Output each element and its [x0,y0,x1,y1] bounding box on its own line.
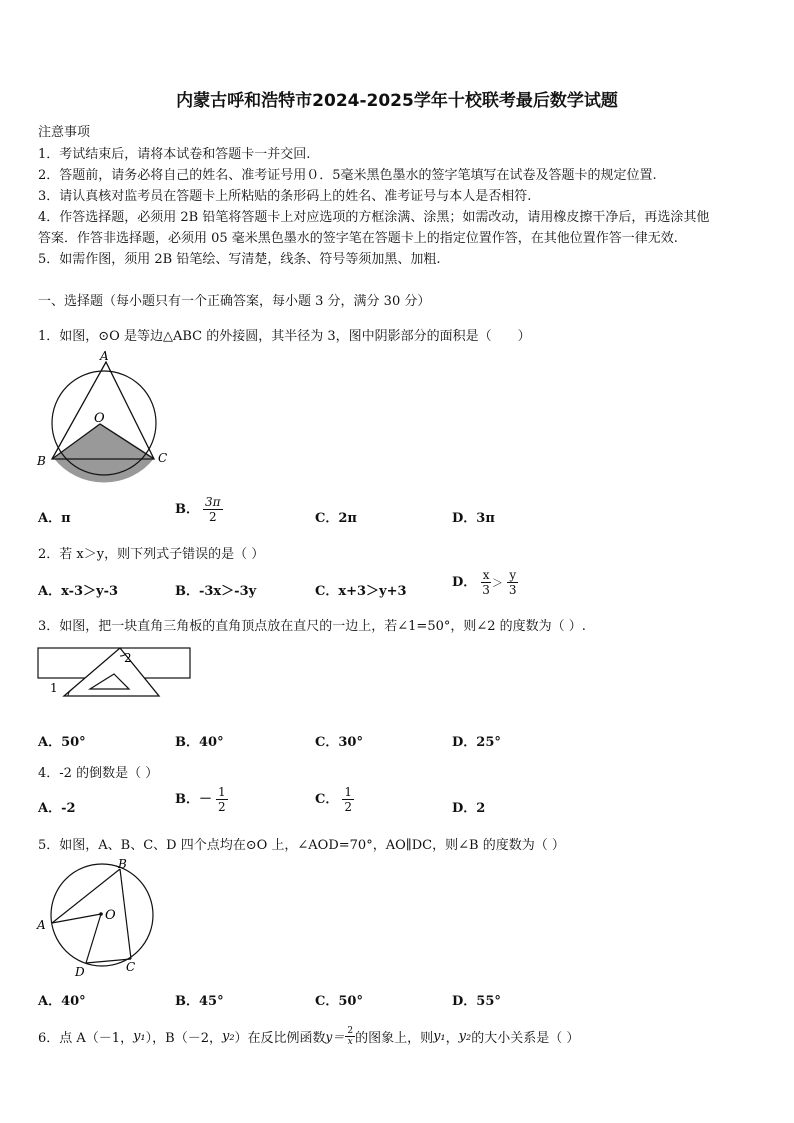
q4-option-c-fraction [342,785,354,814]
fraction-numerator: 2 [347,1026,354,1036]
label-c: C [126,960,136,974]
fraction-denominator: 2 [218,800,226,814]
shaded-region [54,423,155,483]
label-a: A [37,918,46,932]
question-4-stem: 4．-2 的倒数是（ ） [38,766,159,781]
question-3-figure [34,644,196,706]
q6-text: ）在反比例函数 [234,1031,326,1046]
question-3-stem: 3．如图，把一块直角三角板的直角顶点放在直尺的一边上，若∠1=50°，则∠2 的度数为（ ）. [38,619,586,634]
label-a: A [100,349,109,363]
q4-option-b[interactable] [175,785,228,814]
q6-text: ， [445,1031,459,1046]
q4-option-b-fraction [216,785,228,814]
angle-2-label: 2 [124,651,132,665]
notice-item: 4．作答选择题，必须用 2B 铅笔将答题卡上对应选项的方框涂满、涂黑；如需改动，请用橡皮擦干净后，再选涂其他 [38,210,710,225]
q4-option-c[interactable] [315,785,354,814]
q3-option-b[interactable]: B．40° [175,735,224,750]
q3-option-c[interactable]: C．30° [315,735,363,750]
q2-option-b[interactable]: B．-3x＞-3y [175,584,257,599]
q2-option-c[interactable]: C．x+3＞y+3 [315,584,407,599]
label-c: C [158,451,168,465]
q2-option-d-label: D． [452,575,477,590]
fraction-numerator: y [509,568,517,582]
q6-text: 6．点 A（－1， [38,1031,134,1046]
question-1-figure [34,348,174,494]
fraction-denominator: 3 [482,583,490,597]
q6-func-y: y＝ [325,1030,345,1044]
q1-option-d[interactable]: D．3π [452,511,495,526]
q4-option-c-label: C． [315,792,339,807]
q6-text: ），B（－2， [145,1031,222,1046]
question-5-figure [34,856,160,980]
q1-option-b[interactable] [175,495,223,524]
q2-option-d-fraction-x [480,568,492,597]
q3-option-d[interactable]: D．25° [452,735,501,750]
notice-item: 1．考试结束后，请将本试卷和答题卡一并交回. [38,147,311,162]
greater-than-sign: ＞ [491,576,503,590]
fraction-denominator: x [347,1037,353,1047]
q5-option-a[interactable]: A．40° [38,994,86,1009]
fraction-numerator: 1 [218,785,226,799]
angle-1-label: 1 [50,681,58,695]
q2-option-a[interactable]: A．x-3＞y-3 [38,584,119,599]
q5-option-b[interactable]: B．45° [175,994,224,1009]
q6-text: 的图象上，则 [355,1031,434,1046]
segment-bc [120,869,131,959]
q1-option-b-label: B． [175,502,199,517]
center-point [99,912,103,916]
label-o: O [105,908,116,923]
question-6-stem [38,1026,579,1047]
fraction-denominator: 2 [208,510,217,524]
q3-option-a[interactable]: A．50° [38,735,86,750]
label-b: B [37,454,46,468]
notice-item: 答案．作答非选择题，必须用 05 毫米黑色墨水的签字笔在答题卡上的指定位置作答，在其他位置作答一律无效. [38,231,678,246]
q1-option-b-fraction [203,495,223,524]
q6-func-fraction [345,1026,355,1047]
fraction-denominator: 2 [344,800,352,814]
fraction-numerator: 3π [205,495,221,509]
notice-item: 5．如需作图，须用 2B 铅笔绘、写清楚，线条、符号等须加黑、加粗. [38,252,441,267]
label-d: D [75,965,85,979]
question-1-stem: 1．如图，⊙O 是等边△ABC 的外接圆，其半径为 3，图中阴影部分的面积是（ ） [38,329,531,344]
page-title: 内蒙古呼和浩特市2024-2025学年十校联考最后数学试题 [176,91,618,111]
q4-option-d[interactable]: D．2 [452,801,486,816]
notice-item: 3．请认真核对监考员在答题卡上所粘贴的条形码上的姓名、准考证号与本人是否相符. [38,189,532,204]
label-b: B [118,857,127,871]
fraction-numerator: 1 [344,785,352,799]
q6-var-y2: y₂ [221,1029,235,1044]
notice-item: 2．答题前，请务必将自己的姓名、准考证号用０．5毫米黑色墨水的签字笔填写在试卷及答题卡的规定位置. [38,168,657,183]
question-2-stem: 2．若 x＞y，则下列式子错误的是（ ） [38,547,265,562]
segment-ao [52,914,101,923]
label-o: O [94,411,105,426]
q1-option-c[interactable]: C．2π [315,511,357,526]
q4-option-a[interactable]: A．-2 [38,801,76,816]
q2-option-d[interactable] [452,568,519,597]
q1-option-a[interactable]: A．π [38,511,71,526]
fraction-numerator: x [482,568,490,582]
notice-heading: 注意事项 [38,125,91,140]
fraction-denominator: 3 [508,583,517,597]
q6-text: 的大小关系是（ ） [471,1031,580,1046]
segment-od [86,914,101,963]
q6-var-y1: y₁ [433,1029,446,1044]
q4-option-b-label: B．－ [175,792,212,807]
section-heading: 一、选择题（每小题只有一个正确答案，每小题 3 分，满分 30 分） [38,294,431,309]
q5-option-d[interactable]: D．55° [452,994,501,1009]
question-5-stem: 5．如图，A、B、C、D 四个点均在⊙O 上，∠AOD=70°，AO∥DC，则∠B 的度数为（ ） [38,838,565,853]
q2-option-d-fraction-y [507,568,519,597]
q5-option-c[interactable]: C．50° [315,994,363,1009]
q6-var-y1: y₁ [133,1029,146,1044]
q6-var-y2: y₂ [458,1029,472,1044]
